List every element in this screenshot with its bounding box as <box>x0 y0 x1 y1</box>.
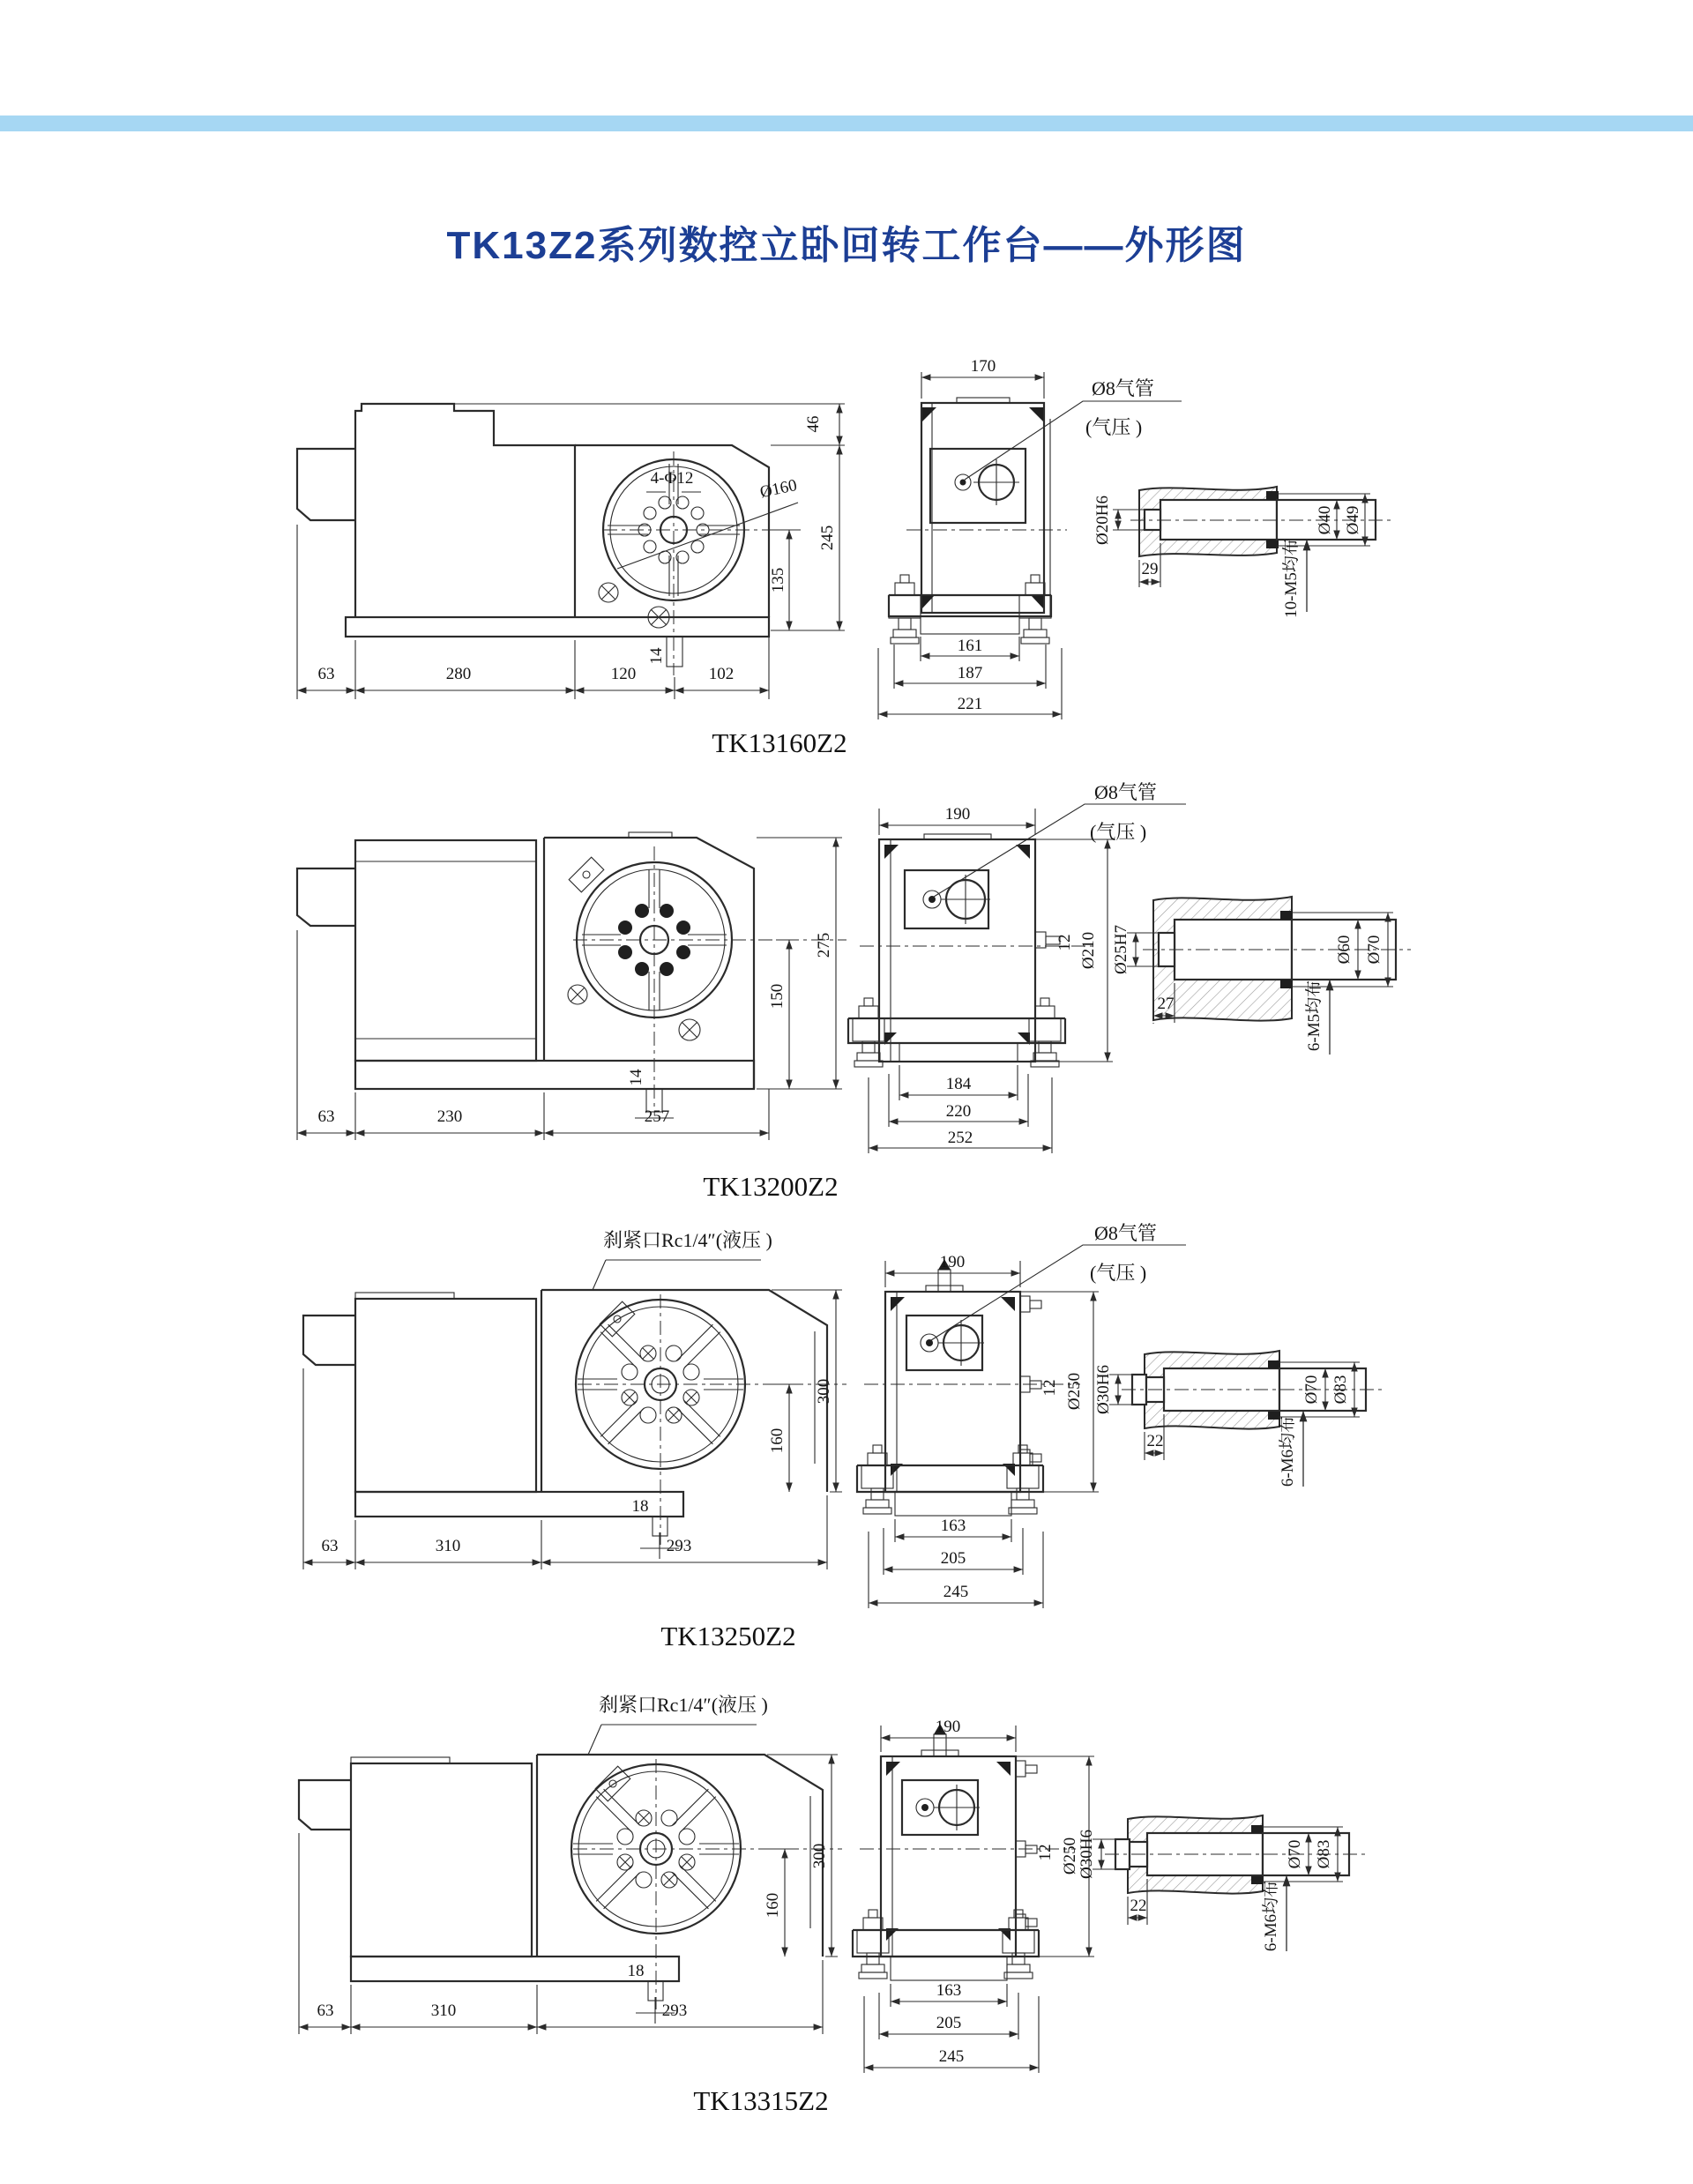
front-view <box>857 1222 1186 1608</box>
hole-note: 4-Φ12 <box>650 469 694 488</box>
dim-310: 310 <box>430 2001 457 2020</box>
model-caption: TK13160Z2 <box>712 727 847 758</box>
table-dia: Ø250 <box>1065 1372 1084 1411</box>
dim-205: 205 <box>940 1549 966 1568</box>
pipe-label: Ø8气管 <box>1092 377 1154 399</box>
dim-63: 63 <box>317 665 335 683</box>
shaft-bore: Ø30H6 <box>1094 1365 1113 1414</box>
shaft-dia-inner: Ø70 <box>1286 1839 1304 1869</box>
shaft-offset: 22 <box>1146 1432 1164 1450</box>
pipe-note: (气压 ) <box>1090 1262 1147 1284</box>
dim-12: 12 <box>1040 1379 1059 1397</box>
pipe-label: Ø8气管 <box>1094 1222 1157 1244</box>
clamp-note: 刹紧口Rc1/4″(液压 ) <box>603 1229 772 1251</box>
side-view <box>299 1694 842 2034</box>
dim-163: 163 <box>936 1981 962 2000</box>
dim-63: 63 <box>321 1537 339 1555</box>
dim-14: 14 <box>647 647 666 665</box>
shaft-offset: 29 <box>1141 560 1159 578</box>
shaft-detail-view <box>1094 1351 1386 1487</box>
shaft-bore: Ø25H7 <box>1112 925 1130 974</box>
dim-245: 245 <box>938 2047 965 2066</box>
page-title: TK13Z2系列数控立卧回转工作台——外形图 <box>446 224 1247 267</box>
dim-245: 245 <box>943 1583 969 1601</box>
dim-63: 63 <box>317 1107 335 1126</box>
front-view <box>853 1718 1094 2073</box>
clamp-note: 刹紧口Rc1/4″(液压 ) <box>599 1694 768 1716</box>
model-caption: TK13250Z2 <box>660 1621 796 1651</box>
dim-160: 160 <box>764 1892 782 1919</box>
dim-18: 18 <box>631 1497 649 1516</box>
dim-163: 163 <box>940 1517 966 1535</box>
pipe-note: (气压 ) <box>1090 821 1147 843</box>
shaft-bolt-note: 6-M6均布 <box>1262 1880 1280 1952</box>
drawing-tk13200z2 <box>297 781 1411 1202</box>
shaft-dia-outer: Ø70 <box>1365 935 1383 965</box>
dim-102: 102 <box>708 665 735 683</box>
dim-280: 280 <box>445 665 472 683</box>
dim-150: 150 <box>768 983 787 1010</box>
dim-width: 190 <box>935 1718 961 1736</box>
shaft-bolt-note: 10-M5均布 <box>1282 539 1301 618</box>
dim-12: 12 <box>1036 1844 1055 1861</box>
drawing-tk13250z2 <box>303 1222 1386 1651</box>
dim-275: 275 <box>815 932 833 958</box>
front-view <box>878 357 1182 719</box>
dim-245: 245 <box>818 525 837 551</box>
model-caption: TK13315Z2 <box>693 2085 829 2116</box>
front-view <box>848 781 1186 1153</box>
shaft-bolt-note: 6-M5均布 <box>1305 980 1324 1052</box>
shaft-detail-view <box>1112 897 1411 1055</box>
dim-width: 190 <box>939 1253 966 1271</box>
dim-300: 300 <box>810 1843 829 1869</box>
shaft-dia-inner: Ø60 <box>1335 935 1354 965</box>
model-caption: TK13200Z2 <box>703 1171 839 1202</box>
dim-220: 220 <box>945 1102 972 1121</box>
dim-257: 257 <box>644 1107 670 1126</box>
shaft-bore: Ø30H6 <box>1078 1830 1096 1879</box>
shaft-bore: Ø20H6 <box>1093 496 1112 545</box>
dim-160: 160 <box>768 1427 787 1454</box>
drawing-tk13160z2 <box>297 357 1395 758</box>
dim-12: 12 <box>1055 934 1074 951</box>
table-dia: Ø210 <box>1079 931 1098 970</box>
dim-161: 161 <box>957 637 983 655</box>
face-dia: Ø160 <box>758 475 799 503</box>
shaft-offset: 22 <box>1130 1897 1147 1915</box>
dim-293: 293 <box>661 2001 688 2020</box>
dim-221: 221 <box>957 695 983 713</box>
dim-width: 170 <box>970 357 996 376</box>
shaft-dia-inner: Ø40 <box>1316 505 1334 535</box>
shaft-bolt-note: 6-M6均布 <box>1279 1415 1297 1487</box>
dim-230: 230 <box>436 1107 463 1126</box>
dim-252: 252 <box>947 1129 973 1147</box>
dim-205: 205 <box>936 2014 962 2032</box>
dim-63: 63 <box>317 2001 334 2020</box>
shaft-detail-view <box>1093 487 1395 618</box>
side-view <box>303 1229 846 1569</box>
dim-14: 14 <box>627 1069 645 1086</box>
table-dia: Ø250 <box>1061 1837 1079 1875</box>
dim-184: 184 <box>945 1075 972 1093</box>
side-view <box>297 404 845 699</box>
dim-300: 300 <box>815 1378 833 1405</box>
pipe-note: (气压 ) <box>1085 416 1143 438</box>
dim-46: 46 <box>804 415 823 433</box>
dim-310: 310 <box>435 1537 461 1555</box>
dim-187: 187 <box>957 664 983 682</box>
drawing-tk13315z2 <box>299 1694 1369 2116</box>
dim-293: 293 <box>666 1537 692 1555</box>
shaft-dia-outer: Ø83 <box>1315 1839 1333 1869</box>
shaft-dia-outer: Ø49 <box>1344 505 1362 535</box>
dim-120: 120 <box>610 665 637 683</box>
dim-135: 135 <box>769 567 787 593</box>
pipe-label: Ø8气管 <box>1094 781 1157 803</box>
shaft-detail-view <box>1078 1815 1369 1951</box>
dim-width: 190 <box>944 805 971 824</box>
side-view <box>297 832 846 1140</box>
shaft-dia-inner: Ø70 <box>1302 1375 1321 1405</box>
shaft-offset: 27 <box>1157 995 1175 1013</box>
shaft-dia-outer: Ø83 <box>1331 1375 1350 1405</box>
dim-18: 18 <box>627 1962 645 1980</box>
